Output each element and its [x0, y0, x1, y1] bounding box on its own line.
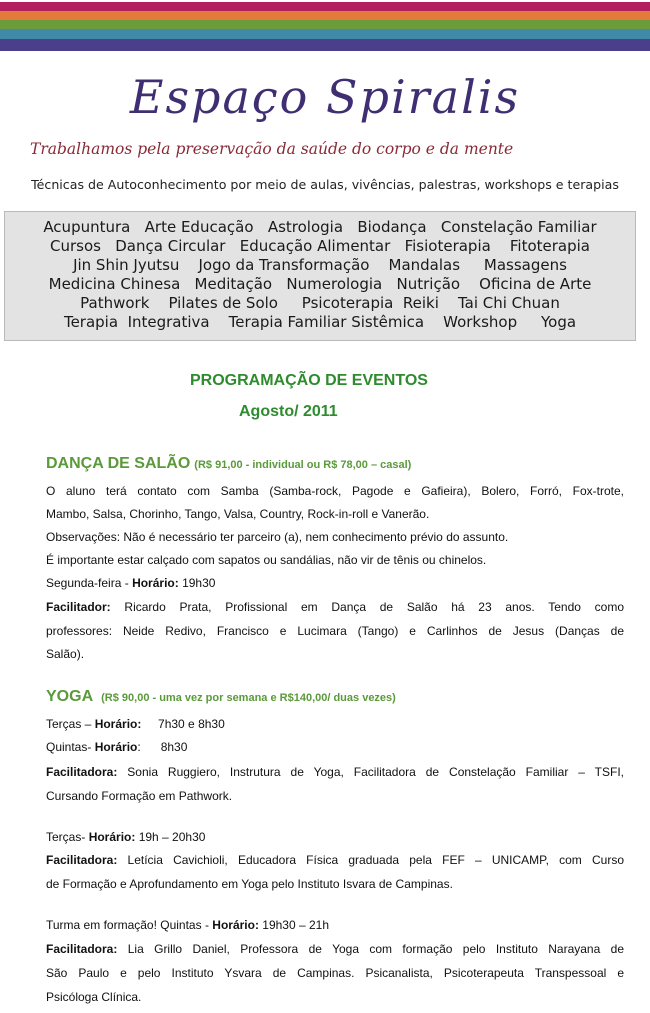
yoga-schedule [46, 717, 624, 731]
yoga-facilitator-line: de Formação e Aprofundamento em Yoga pelo Instituto Isvara de Campinas. [46, 877, 453, 891]
stripe-4 [0, 29, 650, 39]
danca-facilitator-line: Salão). [46, 647, 85, 661]
facilitator-label: Facilitador: [46, 600, 111, 614]
stripe-5 [0, 39, 650, 51]
danca-line: Mambo, Salsa, Chorinho, Tango, Valsa, Country, Rock-in-roll e Vanerão. [46, 507, 430, 521]
danca-line: É importante estar calçado com sapatos ou sandálias, não vir de tênis ou chinelos. [46, 553, 487, 567]
yoga-facilitator-line: Cursando Formação em Pathwork. [46, 789, 233, 803]
yoga-facilitator [46, 942, 624, 956]
schedule-time: 7h30 e 8h30 [141, 717, 225, 731]
yoga-section-title [46, 688, 396, 706]
yoga-facilitator-line: São Paulo e pelo Instituto Ysvara de Campinas. Psicanalista, Psicoterapeuta Transpessoal e [46, 966, 624, 980]
danca-line: Observações: Não é necessário ter parceiro (a), nem conhecimento prévio do assunto. [46, 530, 509, 544]
tagline: Técnicas de Autoconhecimento por meio de aulas, vivências, palestras, workshops e terapias [31, 177, 619, 192]
topics-line: Medicina Chinesa Meditação Numerologia Nutrição Oficina de Arte [48, 275, 592, 293]
stripe-1 [0, 2, 650, 11]
topics-line: Acupuntura Arte Educação Astrologia Biodança Constelação Familiar [43, 218, 597, 236]
facilitator-text: Letícia Cavichioli, Educadora Física graduada pela FEF – UNICAMP, com Curso [117, 853, 624, 867]
danca-schedule [46, 576, 624, 590]
stripe-3 [0, 20, 650, 29]
program-heading: PROGRAMAÇÃO DE EVENTOS [190, 372, 428, 389]
decorative-stripes [0, 0, 650, 60]
schedule-day: Quintas- [46, 740, 95, 754]
yoga-schedule [46, 918, 624, 932]
schedule-time: : 8h30 [137, 740, 188, 754]
page-subtitle: Trabalhamos pela preservação da saúde do corpo e da mente [30, 140, 514, 158]
topics-line: Jin Shin Jyutsu Jogo da Transformação Mandalas Massagens [73, 256, 567, 274]
schedule-day: Turma em formação! Quintas - [46, 918, 213, 932]
program-month: Agosto/ 2011 [239, 403, 338, 420]
danca-line: O aluno terá contato com Samba (Samba-rock, Pagode e Gafieira), Bolero, Forró, Fox-trote, [46, 484, 624, 498]
facilitator-text: Ricardo Prata, Profissional em Dança de Salão há 23 anos. Tendo como [110, 600, 624, 614]
yoga-facilitator [46, 853, 624, 867]
schedule-time: 19h30 [178, 576, 216, 590]
schedule-label: Horário: [94, 717, 142, 731]
yoga-price: (R$ 90,00 - uma vez por semana e R$140,00/ duas vezes) [101, 692, 396, 704]
schedule-day: Terças – [46, 717, 95, 731]
facilitator-text: Lia Grillo Daniel, Professora de Yoga com formação pelo Instituto Narayana de [117, 942, 624, 956]
schedule-day: Segunda-feira - [46, 576, 133, 590]
facilitator-label: Facilitadora: [46, 853, 118, 867]
danca-facilitator [46, 600, 624, 614]
topics-line: Cursos Dança Circular Educação Alimentar Fisioterapia Fitoterapia [50, 237, 590, 255]
danca-title: DANÇA DE SALÃO [46, 455, 191, 472]
schedule-day: Terças- [46, 830, 89, 844]
schedule-label: Horário: [212, 918, 259, 932]
danca-facilitator-line: professores: Neide Redivo, Francisco e Lucimara (Tango) e Carlinhos de Jesus (Danças de [46, 624, 624, 638]
yoga-schedule [46, 830, 624, 844]
page-title: Espaço Spiralis [129, 70, 521, 124]
facilitator-label: Facilitadora: [46, 765, 118, 779]
topics-box [4, 211, 636, 341]
yoga-facilitator [46, 765, 624, 779]
schedule-label: Horário: [132, 576, 179, 590]
facilitator-label: Facilitadora: [46, 942, 118, 956]
schedule-time: 19h30 – 21h [258, 918, 330, 932]
topics-line: Pathwork Pilates de Solo Psicoterapia Reiki Tai Chi Chuan [80, 294, 560, 312]
schedule-time: 19h – 20h30 [135, 830, 206, 844]
stripe-2 [0, 11, 650, 20]
topics-line: Terapia Integrativa Terapia Familiar Sistêmica Workshop Yoga [63, 313, 577, 331]
yoga-schedule [46, 740, 624, 754]
danca-section-title [46, 455, 411, 473]
yoga-title: YOGA [46, 688, 94, 705]
facilitator-text: Sonia Ruggiero, Instrutura de Yoga, Facilitadora de Constelação Familiar – TSFI, [117, 765, 624, 779]
schedule-label: Horário [94, 740, 138, 754]
schedule-label: Horário: [88, 830, 136, 844]
yoga-facilitator-line: Psicóloga Clínica. [46, 990, 142, 1004]
danca-price: (R$ 91,00 - individual ou R$ 78,00 – casal) [194, 459, 412, 471]
